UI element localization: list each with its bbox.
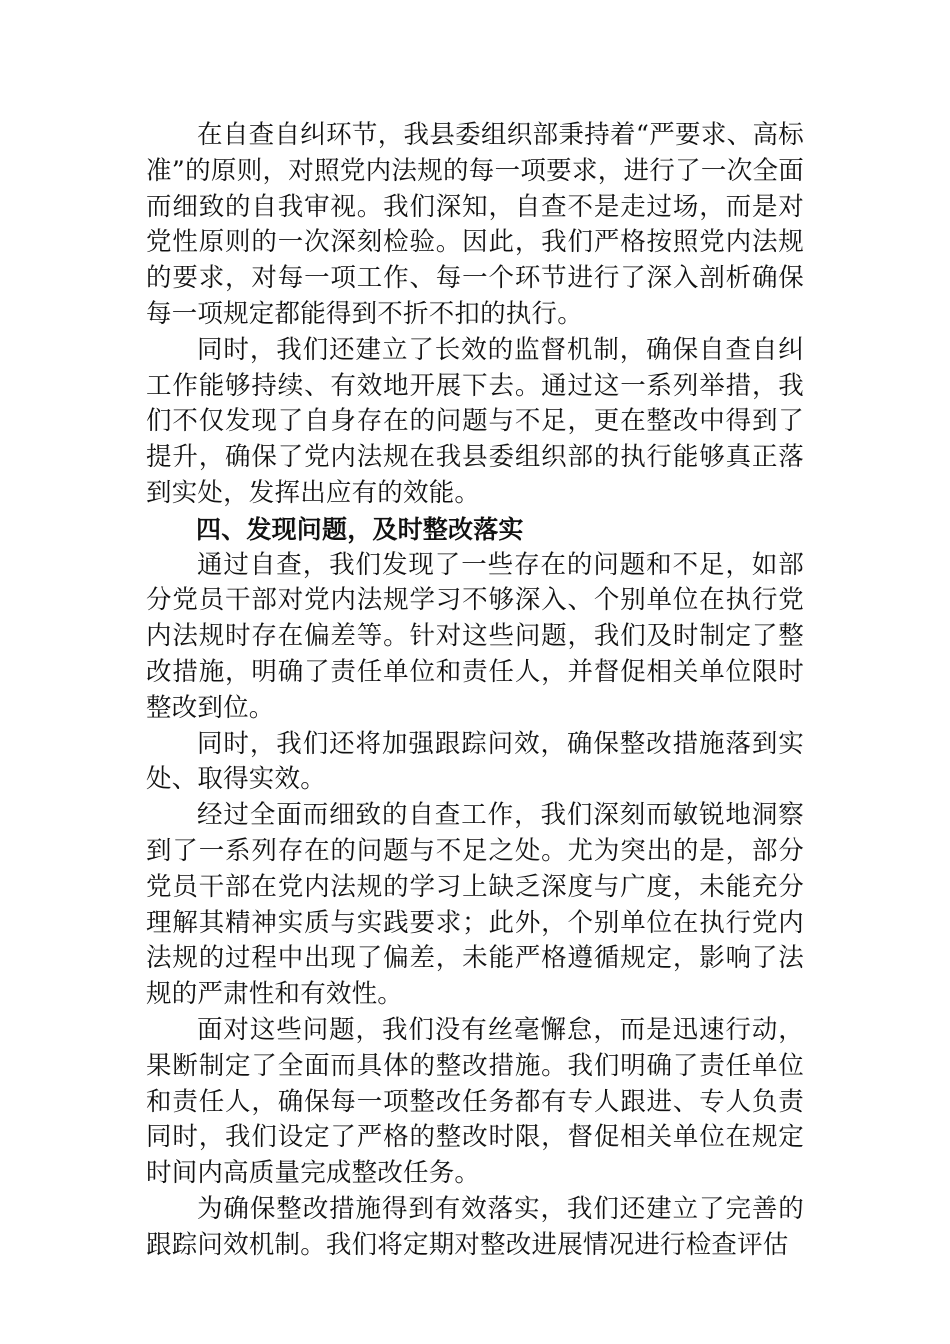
paragraph-supervision-mechanism: 同时，我们还建立了长效的监督机制，确保自查自纠工作能够持续、有效地开展下去。通过这一系列举措，我们不仅发现了自身存在的问题与不足，更在整改中得到了提升，确保了党内法规在我县委组织部的执行能够真正落到实处，发挥出应有的效能。 [146, 334, 804, 508]
paragraph-follow-up: 为确保整改措施得到有效落实，我们还建立了完善的跟踪问效机制。我们将定期对整改进展情况进行检查评估 [146, 1193, 804, 1260]
paragraph-rectification-measures: 面对这些问题，我们没有丝毫懈怠，而是迅速行动，果断制定了全面而具体的整改措施。我们明确了责任单位和责任人，确保每一项整改任务都有专人跟进、专人负责同时，我们设定了严格的整改时限，督促相关单位在规定时间内高质量完成整改任务。 [146, 1014, 804, 1189]
document-body [146, 118, 804, 1264]
paragraph-self-inspection: 在自查自纠环节，我县委组织部秉持着“严要求、高标准”的原则，对照党内法规的每一项要求，进行了一次全面而细致的自我审视。我们深知，自查不是走过场，而是对党性原则的一次深刻检验。因此，我们严格按照党内法规的要求，对每一项工作、每一个环节进行了深入剖析确保每一项规定都能得到不折不扣的执行。 [146, 120, 804, 329]
section-heading: 四、发现问题，及时整改落实 [196, 514, 524, 544]
paragraph-insights: 经过全面而细致的自查工作，我们深刻而敏锐地洞察到了一系列存在的问题与不足之处。尤为突出的是，部分党员干部在党内法规的学习上缺乏深度与广度，未能充分理解其精神实质与实践要求；此外，个别单位在执行党内法规的过程中出现了偏差，未能严格遵循规定，影响了法规的严肃性和有效性。 [146, 800, 804, 1010]
paragraph-problems-found: 通过自查，我们发现了一些存在的问题和不足，如部分党员干部对党内法规学习不够深入、个别单位在执行党内法规时存在偏差等。针对这些问题，我们及时制定了整改措施，明确了责任单位和责任人，并督促相关单位限时整改到位。 [146, 549, 804, 723]
paragraph-tracking: 同时，我们还将加强跟踪问效，确保整改措施落到实处、取得实效。 [146, 728, 804, 795]
